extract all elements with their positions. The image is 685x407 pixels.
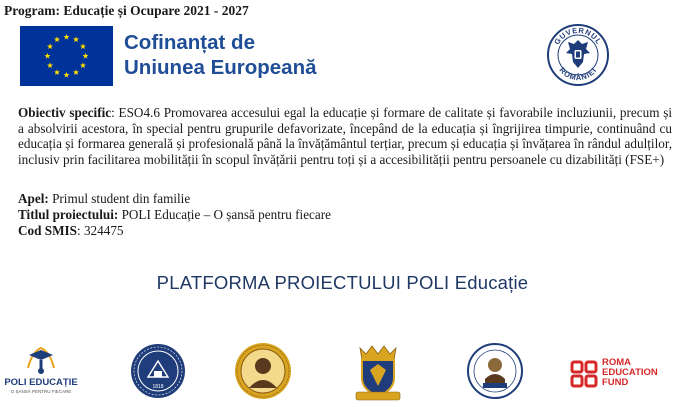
college-portrait-seal-logo [234, 342, 292, 400]
eu-cofinancing-text [124, 30, 317, 80]
smis-code-line [18, 223, 124, 239]
graduation-cap-icon [24, 344, 58, 376]
specific-objective-paragraph [18, 105, 672, 167]
project-title-label: Titlul proiectului: [18, 207, 119, 222]
poli-tagline: O ȘANSĂ PENTRU FIECARE [10, 389, 72, 394]
ref-line1: ROMA [602, 357, 632, 368]
ref-line2: EDUCATION [602, 367, 658, 378]
call-line [18, 191, 190, 207]
svg-text:GUVERNUL: GUVERNUL [552, 25, 604, 47]
partner-logos-row [0, 338, 685, 407]
svg-text:ROMÂNIEI: ROMÂNIEI [557, 65, 599, 83]
platform-title: PLATFORMA PROIECTULUI POLI Educație [156, 272, 529, 293]
objective-label: Obiectiv specific [18, 105, 112, 120]
upb-year: 1818 [152, 384, 164, 390]
eu-text-line2: Uniunea Europeană [124, 56, 317, 79]
upb-university-seal-logo [130, 343, 186, 399]
eu-flag-icon [20, 26, 113, 86]
poli-educatie-logo [2, 344, 80, 404]
government-seal-logo [546, 23, 610, 87]
radu-negru-college-seal-logo [467, 343, 523, 399]
project-title-line [18, 207, 331, 223]
eu-text-line1: Cofinanțat de [124, 31, 255, 54]
ref-symbol-icon [570, 360, 598, 388]
high-school-crest-logo [350, 342, 406, 402]
poli-name: POLI EDUCAȚIE [4, 377, 78, 388]
roma-education-fund-logo [570, 358, 682, 388]
eu-cofinancing-banner [20, 26, 340, 86]
ref-line3: FUND [602, 377, 629, 388]
smis-code-label: Cod SMIS [18, 223, 77, 238]
objective-text: : ESO4.6 Promovarea accesului egal la educație și formare de calitate și favorabile incluziunii, precum și a absolvirii acestora, în special pentru grupurile defavorizate, începând de la educația și îngrijirea timpurie, continuând cu educația și formarea generală și profesională până la învățământul terțiar, precum și educația și învățarea în rândul adulților, inclusiv prin facilitarea mobilității în scopul învățării pentru toți și a accesibilității pentru persoanele cu dizabilități (FSE+) [18, 105, 673, 167]
call-label: Apel: [18, 191, 49, 206]
program-title: Program: Educație și Ocupare 2021 - 2027 [4, 3, 249, 18]
ref-wordmark [602, 358, 658, 388]
smis-code-value: : 324475 [77, 223, 124, 238]
project-title-value: POLI Educație – O șansă pentru fiecare [118, 207, 332, 222]
call-value: Primul student din familie [48, 191, 191, 206]
